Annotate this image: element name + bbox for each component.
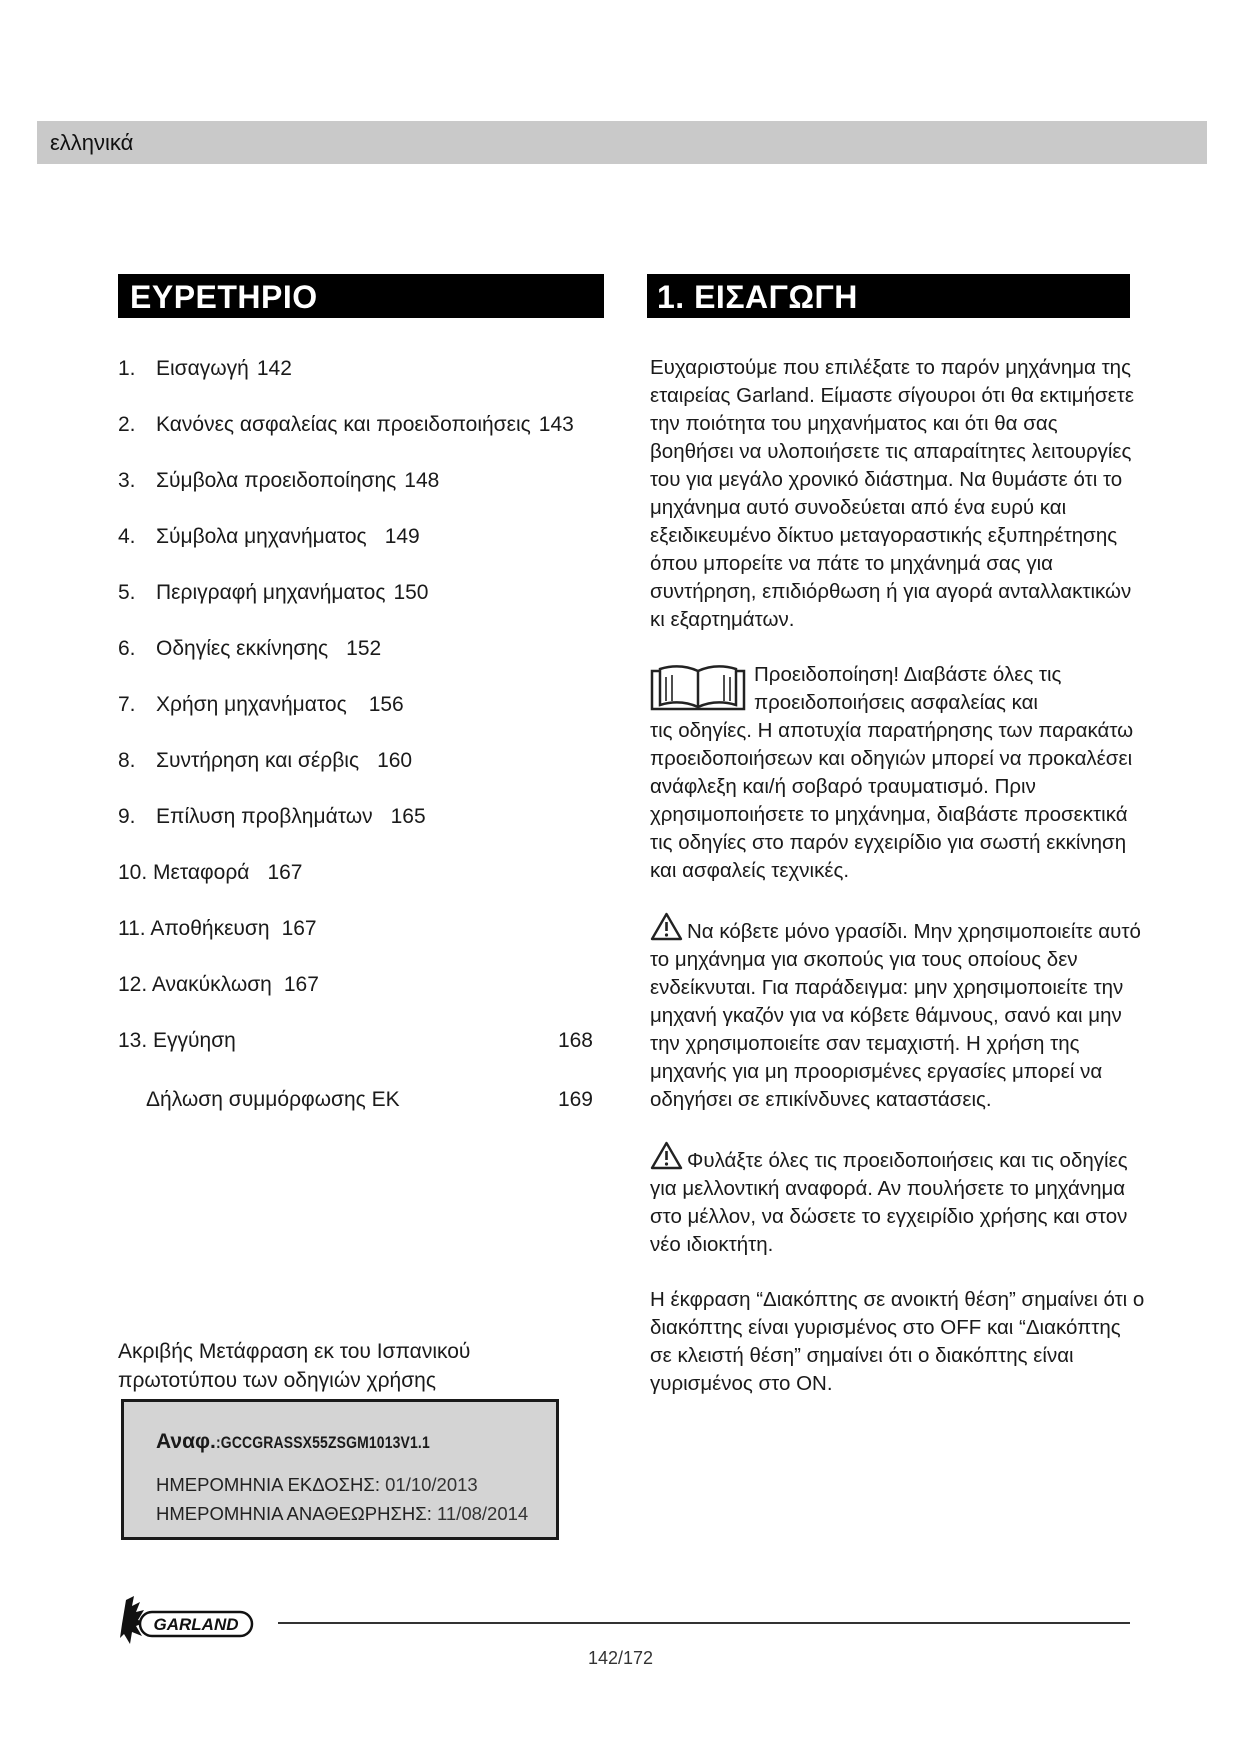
toc-item[interactable] (118, 914, 598, 970)
warning-book-line-1: Προειδοποίηση! Διαβάστε όλες τις (754, 663, 1062, 686)
toc-item[interactable] (118, 858, 598, 914)
read-instructions-warning (650, 661, 1146, 885)
toc-item[interactable]: 6. Οδηγίες εκκίνησης 152 (118, 637, 382, 660)
revision-date-line (156, 1503, 528, 1525)
toc-item[interactable] (118, 1085, 598, 1141)
toc-item-page: 149 (384, 525, 420, 548)
toc-item-title: Κανόνες ασφαλείας και προειδοποιήσεις (156, 413, 531, 436)
toc-item-title: Αποθήκευση (150, 917, 270, 940)
footer-divider (278, 1622, 1130, 1624)
toc-item-title: Ανακύκλωση (151, 973, 272, 996)
warning-triangle-icon (650, 1141, 683, 1170)
toc-item[interactable]: 1. Εισαγωγή 142 (118, 357, 292, 380)
revision-date-label: ΗΜΕΡΟΜΗΝΙΑ ΑΝΑΘΕΩΡΗΣΗΣ: (156, 1503, 437, 1524)
toc-item-page: 142 (256, 357, 292, 380)
toc-item[interactable]: 3. Σύμβολα προειδοποίησης 148 (118, 469, 440, 492)
language-bar (37, 121, 1207, 164)
toc-item[interactable] (118, 970, 598, 1026)
reference-label: Αναφ. (156, 1430, 216, 1453)
reference-box (121, 1399, 559, 1540)
toc-item-page: 167 (267, 861, 303, 884)
warning-book-line-2: προειδοποιήσεις ασφαλείας και (754, 691, 1038, 714)
garland-logo (118, 1594, 258, 1646)
toc-item[interactable]: 2. Κανόνες ασφαλείας και προειδοποιήσεις 143 (118, 413, 574, 436)
index-heading: ΕΥΡΕΤΗΡΙΟ (118, 274, 604, 318)
issue-date: 01/10/2013 (385, 1474, 478, 1495)
toc-item[interactable] (118, 1026, 598, 1082)
toc-item-title: Σύμβολα μηχανήματος (156, 525, 367, 548)
toc-item-title: Συντήρηση και σέρβις (156, 749, 360, 772)
toc-item-num: 13. (118, 1029, 148, 1052)
page-number: 142/172 (587, 1648, 654, 1668)
warning-book-rest: τις οδηγίες. Η αποτυχία παρατήρησης των παρακάτω προειδοποιήσεων και οδηγιών μπορεί να προκαλέσει ανάφλεξη και/ή σοβαρό τραυματισμό. Πριν χρησιμοποιήσετε το μηχάνημα, διαβάστε προσεκτικά τις οδηγίες στο παρόν εγχειρίδιο για σωστή εκκίνηση και ασφαλείς τεχνικές. (650, 719, 1134, 882)
toc-item[interactable]: 7. Χρήση μηχανήματος 156 (118, 693, 404, 716)
toc-item-page: 169 (557, 1088, 593, 1111)
toc-item[interactable]: 8. Συντήρηση και σέρβις 160 (118, 749, 413, 772)
toc-item[interactable]: 9. Επίλυση προβλημάτων 165 (118, 805, 426, 828)
toc-item-title: Εγγύηση (153, 1029, 236, 1052)
toc-item-title: Δήλωση συμμόρφωσης ΕΚ (146, 1088, 400, 1111)
translation-note: Ακριβής Μετάφραση εκ του Ισπανικού πρωτοτύπου των οδηγιών χρήσης (118, 1340, 471, 1392)
grass-warning (650, 912, 1146, 1114)
toc-item-page: 167 (283, 973, 319, 996)
toc-item-page: 150 (393, 581, 429, 604)
toc-item-page: 152 (346, 637, 382, 660)
reference-code: :GCCGRASSX55ZSGM1013V1.1 (215, 1433, 430, 1452)
logo-brand-text: GARLAND (153, 1615, 239, 1634)
issue-date-label: ΗΜΕΡΟΜΗΝΙΑ ΕΚΔΟΣΗΣ: (156, 1474, 386, 1495)
issue-date-line (156, 1474, 478, 1496)
reference-code-line (156, 1430, 477, 1454)
intro-heading: 1. ΕΙΣΑΓΩΓΗ (647, 274, 1130, 318)
keep-warning-text: Φυλάξτε όλες τις προειδοποιήσεις και τις οδηγίες για μελλοντική αναφορά. Αν πουλήσετε το μηχάνημα στο μέλλον, να δώσετε το εγχειρίδιο χρήσης και στον νέο ιδιοκτήτη. (650, 1149, 1128, 1256)
keep-instructions-warning (650, 1141, 1146, 1259)
toc-item-title: Χρήση μηχανήματος (156, 693, 347, 716)
toc-item-page: 165 (390, 805, 426, 828)
toc-item-title: Περιγραφή μηχανήματος (156, 581, 386, 604)
toc-item-num: 12. (118, 973, 148, 996)
toc-item-page: 143 (538, 413, 574, 436)
toc-item[interactable]: 5. Περιγραφή μηχανήματος 150 (118, 581, 429, 604)
table-of-contents (118, 354, 598, 1141)
toc-item-title: Εισαγωγή (156, 357, 249, 380)
switch-note: Η έκφραση “Διακόπτης σε ανοικτή θέση” σημαίνει ότι ο διακόπτης είναι γυρισμένος στο OFF και “Διακόπτης σε κλειστή θέση” σημαίνει ότι ο διακόπτης είναι γυρισμένος στο ON. (650, 1288, 1145, 1395)
intro-paragraph: Ευχαριστούμε που επιλέξατε το παρόν μηχάνημα της εταιρείας Garland. Είμαστε σίγουροι ότι θα εκτιμήσετε την ποιότητα του μηχανήματος και ότι θα σας βοηθήσει να υλοποιήσετε τις απαραίτητες λειτουργίες του για μεγάλο χρονικό διάστημα. Να θυμάστε ότι το μηχάνημα αυτό συνοδεύεται από ένα ευρύ και εξειδικευμένο δίκτυο μεταγοραστικής εξυπηρέτησης όπου μπορείτε να πάτε το μηχάνημά σας για συντήρηση, επιδιόρθωση ή για αγορά ανταλλακτικών κι εξαρτημάτων. (650, 356, 1135, 631)
toc-item-title: Οδηγίες εκκίνησης (156, 637, 329, 660)
toc-item-page: 148 (404, 469, 440, 492)
toc-item-page: 168 (557, 1029, 593, 1052)
toc-item-title: Σύμβολα προειδοποίησης (156, 469, 397, 492)
toc-item[interactable]: 4. Σύμβολα μηχανήματος 149 (118, 525, 420, 548)
intro-section (650, 354, 1146, 1398)
toc-item-title: Επίλυση προβλημάτων (156, 805, 373, 828)
toc-item-page: 167 (281, 917, 317, 940)
language-label: ελληνικά (50, 130, 134, 155)
toc-item-page: 160 (377, 749, 413, 772)
toc-item-page: 156 (368, 693, 404, 716)
toc-item-num: 10. (118, 861, 148, 884)
grass-warning-text: Να κόβετε μόνο γρασίδι. Μην χρησιμοποιείτε αυτό το μηχάνημα για σκοπούς για τους οποίους δεν ενδείκνυται. Για παράδειγμα: μην χρησιμοποιείτε την μηχανή γκαζόν για να κόβετε θάμνους, σανό και μην την χρησιμοποιείτε σαν τεμαχιστή. Η χρήση της μηχανής για μη προορισμένες εργασίες μπορεί να οδηγήσει σε επικίνδυνες καταστάσεις. (650, 920, 1141, 1111)
warning-triangle-icon (650, 912, 683, 941)
toc-item-title: Μεταφορά (153, 861, 250, 884)
toc-item-num: 11. (118, 917, 146, 940)
revision-date: 11/08/2014 (436, 1503, 529, 1524)
